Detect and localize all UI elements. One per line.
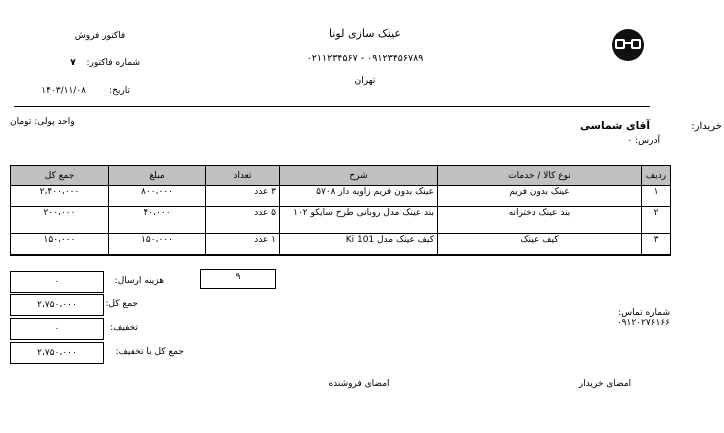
discount-value: ۰: [10, 318, 104, 340]
row-number: ۱: [642, 186, 671, 207]
item-type: بند عینک دخترانه: [438, 207, 642, 234]
table-row: [11, 186, 671, 207]
grand-total-value: ۲،۷۵۰،۰۰۰: [10, 342, 104, 364]
shipping-value: ۰: [10, 271, 104, 293]
item-total: ۲۰۰،۰۰۰: [11, 207, 109, 234]
header-divider: [14, 106, 650, 107]
item-price: ۱۵۰،۰۰۰: [109, 234, 206, 256]
item-total: ۱۵۰،۰۰۰: [11, 234, 109, 256]
header-description: شرح: [280, 166, 438, 186]
header-row-number: ردیف: [642, 166, 671, 186]
currency-unit: واحد پولی: تومان: [10, 117, 75, 127]
invoice-number-label: شماره فاکتور:: [86, 58, 140, 68]
glasses-icon: [600, 28, 656, 62]
shipping-label: هزینه ارسال:: [114, 276, 164, 286]
header-quantity: تعداد: [206, 166, 280, 186]
total-quantity: ۹: [200, 269, 276, 289]
table-header-row: [11, 166, 671, 186]
item-price: ۴۰،۰۰۰: [109, 207, 206, 234]
item-quantity: ۵ عدد: [206, 207, 280, 234]
table-row: [11, 207, 671, 234]
shop-city: تهران: [354, 76, 376, 86]
buyer-signature: امضای خریدار: [578, 379, 632, 389]
invoice-title: فاکتور فروش: [74, 31, 126, 41]
seller-signature: امضای فروشنده: [328, 379, 390, 389]
item-type: کیف عینک: [438, 234, 642, 256]
item-total: ۲،۴۰۰،۰۰۰: [11, 186, 109, 207]
shop-phones: ۰۲۱۱۲۳۴۵۶۷ - ۰۹۱۲۳۴۵۶۷۸۹: [306, 53, 424, 64]
item-type: عینک بدون فریم: [438, 186, 642, 207]
shop-name: عینک سازی لونا: [329, 27, 401, 40]
item-quantity: ۱ عدد: [206, 234, 280, 256]
item-description: عینک بدون فریم زاویه دار ۵۷۰۸: [280, 186, 438, 207]
buyer-address: آدرس: ۰: [627, 136, 660, 146]
header-total: جمع کل: [11, 166, 109, 186]
item-quantity: ۳ عدد: [206, 186, 280, 207]
contact-phone: شماره تماس: ۰۹۱۲۰۲۷۶۱۶۶: [616, 308, 670, 328]
buyer-name: آقای شماسی: [580, 120, 650, 132]
item-price: ۸۰۰،۰۰۰: [109, 186, 206, 207]
grand-total-label: جمع کل با تخفیف:: [115, 347, 184, 357]
item-description: بند عینک مدل روبانی طرح سایکو ۱۰۲: [280, 207, 438, 234]
header-price: مبلغ: [109, 166, 206, 186]
discount-label: تخفیف:: [110, 323, 138, 333]
invoice-number: ۷: [70, 58, 76, 68]
item-description: کیف عینک مدل Ki 101: [280, 234, 438, 256]
total-label: جمع کل:: [105, 299, 138, 309]
invoice-date: ۱۴۰۳/۱۱/۰۸: [41, 86, 86, 96]
row-number: ۲: [642, 207, 671, 234]
header-item-type: نوع کالا / خدمات: [438, 166, 642, 186]
items-table: [10, 165, 671, 256]
buyer-label: خریدار:: [691, 121, 722, 132]
table-row: [11, 234, 671, 256]
row-number: ۳: [642, 234, 671, 256]
total-value: ۲،۷۵۰،۰۰۰: [10, 294, 104, 316]
invoice-date-label: تاریخ:: [109, 86, 130, 96]
